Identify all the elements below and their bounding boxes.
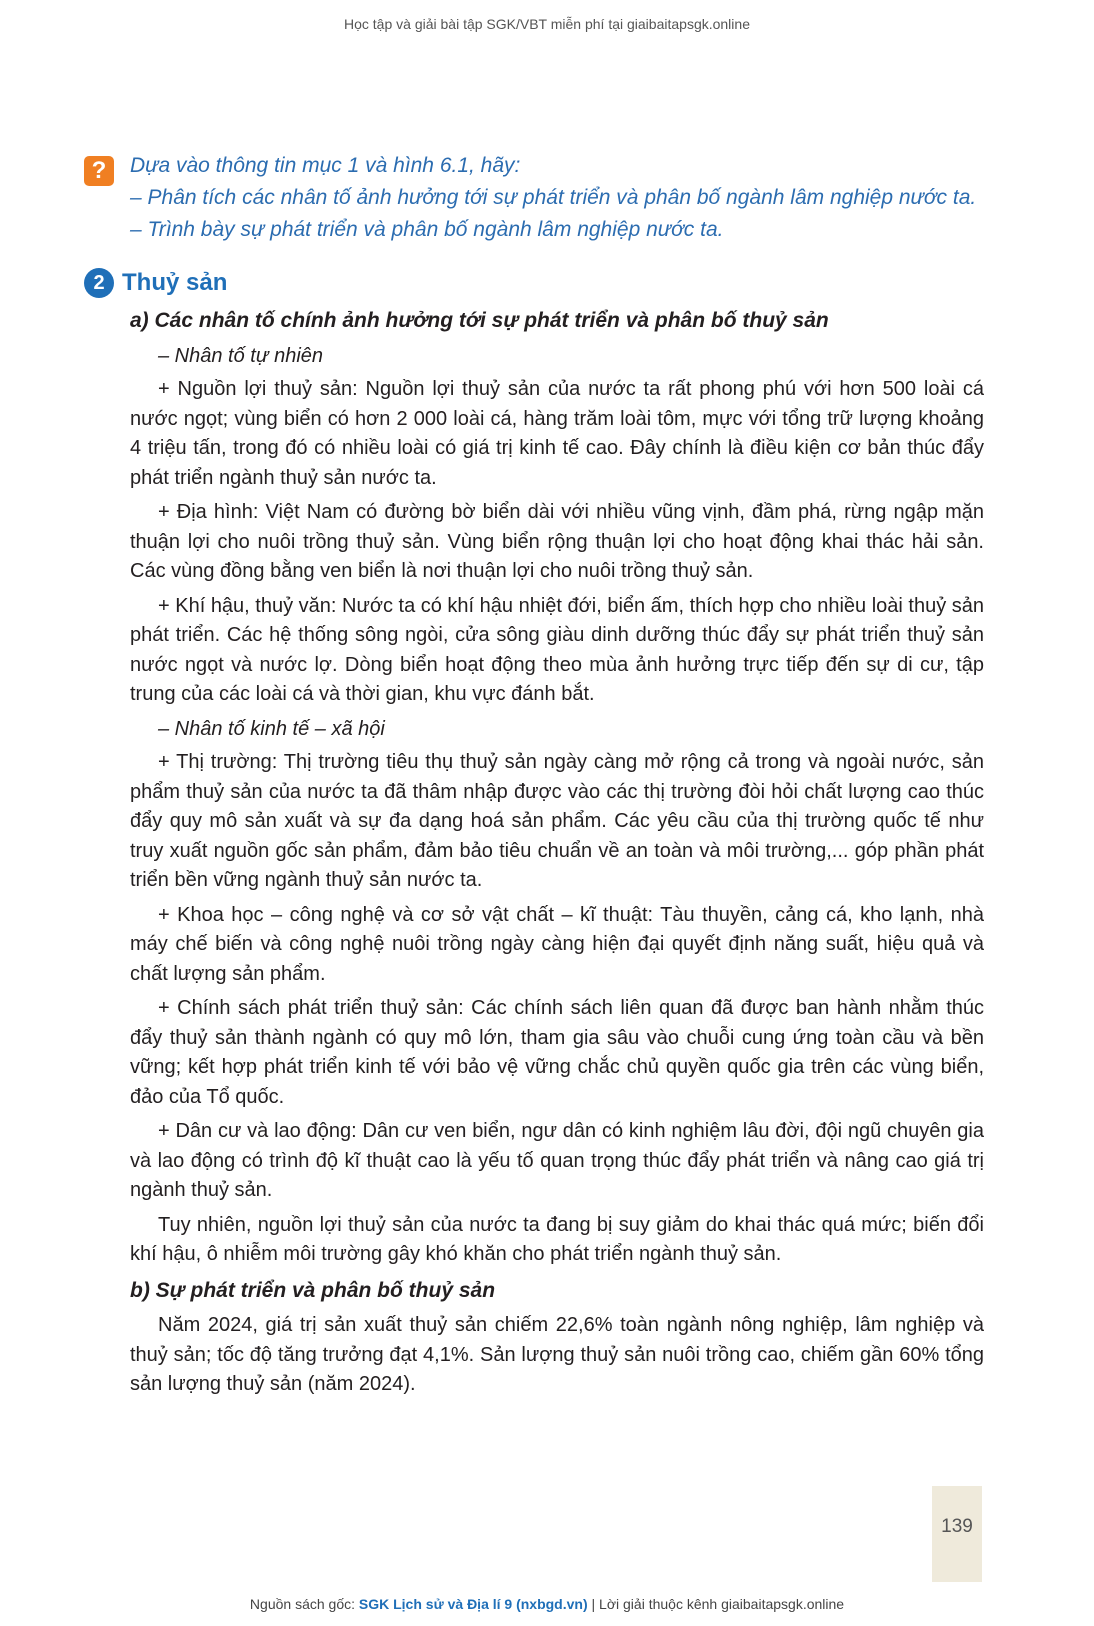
section-number-badge: 2 xyxy=(84,268,114,298)
natural-factors-label: – Nhân tố tự nhiên xyxy=(158,344,324,367)
question-line: Dựa vào thông tin mục 1 và hình 6.1, hãy: xyxy=(130,154,521,177)
paragraph: + Thị trường: Thị trường tiêu thụ thuỷ sản ngày càng mở rộng cả trong và ngoài nước, sản phẩm thuỷ sản của nước ta đã thâm nhập được vào các thị trường đòi hỏi chất lượng cao thúc đẩy quy mô sản xuất và sự đa dạng hoá sản phẩm. Các yêu cầu của thị trường quốc tế như truy xuất nguồn gốc sản phẩm, đảm bảo tiêu chuẩn về an toàn và môi trường,... góp phần phát triển bền vững ngành thuỷ sản nước ta. xyxy=(130,751,984,891)
paragraph: Tuy nhiên, nguồn lợi thuỷ sản của nước ta đang bị suy giảm do khai thác quá mức; biến đổi khí hậu, ô nhiễm môi trường gây khó khăn cho phát triển ngành thuỷ sản. xyxy=(130,1213,984,1265)
paragraph: + Chính sách phát triển thuỷ sản: Các chính sách liên quan đã được ban hành nhằm thúc đẩy thuỷ sản thành ngành có quy mô lớn, tham gia sâu vào chuỗi cung ứng toàn cầu và bền vững; kết hợp phát triển kinh tế với bảo vệ vững chắc chủ quyền quốc gia trên các vùng biển, đảo của Tổ quốc. xyxy=(130,997,984,1108)
paragraph: + Nguồn lợi thuỷ sản: Nguồn lợi thuỷ sản của nước ta rất phong phú với hơn 500 loài cá nước ngọt; vùng biển có hơn 2 000 loài cá, hàng trăm loài tôm, mực với tổng trữ lượng khoảng 4 triệu tấn, trong đó có nhiều loài có giá trị kinh tế cao. Đây chính là điều kiện cơ bản thúc đẩy phát triển ngành thuỷ sản nước ta. xyxy=(130,378,984,489)
footer xyxy=(0,1596,1094,1612)
footer-suffix: | Lời giải thuộc kênh giaibaitapsgk.online xyxy=(587,1596,845,1612)
question-line: – Phân tích các nhân tố ảnh hưởng tới sự phát triển và phân bố ngành lâm nghiệp nước ta. xyxy=(130,186,977,209)
section-title: Thuỷ sản xyxy=(122,269,228,296)
paragraph: + Địa hình: Việt Nam có đường bờ biển dài với nhiều vũng vịnh, đầm phá, rừng ngập mặn thuận lợi cho nuôi trồng thuỷ sản. Vùng biển rộng thuận lợi cho hoạt động khai thác hải sản. Các vùng đồng bằng ven biển là nơi thuận lợi cho nuôi trồng thuỷ sản. xyxy=(130,501,984,582)
paragraph: Năm 2024, giá trị sản xuất thuỷ sản chiếm 22,6% toàn ngành nông nghiệp, lâm nghiệp và thuỷ sản; tốc độ tăng trưởng đạt 4,1%. Sản lượng thuỷ sản nuôi trồng cao, chiếm gần 60% tổng sản lượng thuỷ sản (năm 2024). xyxy=(130,1314,984,1395)
subsection-b-heading: b) Sự phát triển và phân bố thuỷ sản xyxy=(130,1278,496,1302)
question-lines xyxy=(130,150,990,246)
footer-book-link[interactable]: SGK Lịch sử và Địa lí 9 (nxbgd.vn) xyxy=(358,1596,588,1612)
socio-economic-factors-label: – Nhân tố kinh tế – xã hội xyxy=(158,717,385,740)
page-number: 139 xyxy=(941,1516,973,1537)
section-heading xyxy=(84,268,227,298)
question-icon: ? xyxy=(84,156,114,186)
paragraph: + Khí hậu, thuỷ văn: Nước ta có khí hậu nhiệt đới, biển ấm, thích hợp cho nhiều loài thuỷ sản phát triển. Các hệ thống sông ngòi, cửa sông giàu dinh dưỡng thúc đẩy sự phát triển thuỷ sản nước ngọt và nước lợ. Dòng biển hoạt động theo mùa ảnh hưởng trực tiếp đến sự di cư, tập trung của các loài cá và thời gian, khu vực đánh bắt. xyxy=(130,594,985,705)
header-source-text: Học tập và giải bài tập SGK/VBT miễn phí tại giaibaitapsgk.online xyxy=(344,16,750,32)
subsection-a-heading: a) Các nhân tố chính ảnh hưởng tới sự phát triển và phân bố thuỷ sản xyxy=(130,309,829,332)
question-line: – Trình bày sự phát triển và phân bố ngành lâm nghiệp nước ta. xyxy=(130,218,724,241)
paragraph: + Khoa học – công nghệ và cơ sở vật chất – kĩ thuật: Tàu thuyền, cảng cá, kho lạnh, nhà máy chế biến và công nghệ nuôi trồng ngày càng hiện đại quyết định năng suất, hiệu quả và chất lượng sản phẩm. xyxy=(130,903,984,985)
paragraph: + Dân cư và lao động: Dân cư ven biển, ngư dân có kinh nghiệm lâu đời, đội ngũ chuyên gia và lao động có trình độ kĩ thuật cao là yếu tố quan trọng thúc đẩy phát triển và nâng cao giá trị ngành thuỷ sản. xyxy=(130,1120,984,1201)
main-content xyxy=(130,300,984,1405)
footer-prefix: Nguồn sách gốc: xyxy=(249,1596,359,1612)
